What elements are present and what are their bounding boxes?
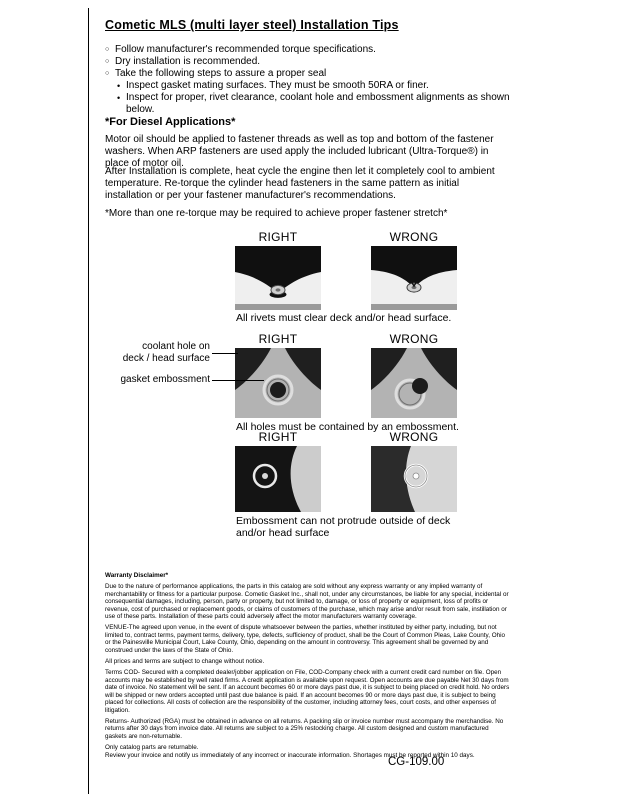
legal-paragraph: Only catalog parts are returnable.: [105, 744, 199, 752]
hole-embossment-right-image: [235, 348, 321, 418]
coolant-hole-label-line1: coolant hole on: [142, 341, 210, 352]
right-label: RIGHT: [258, 430, 298, 444]
wrong-label: WRONG: [389, 332, 439, 346]
open-bullet-icon: ○: [105, 46, 110, 53]
wrong-label: WRONG: [389, 230, 439, 244]
catalog-page-code: CG-109.00: [388, 756, 445, 768]
embossment-caption: Embossment can not protrude outside of deck and/or head surface: [236, 515, 451, 539]
installation-tips-list: [105, 44, 525, 116]
diesel-paragraph-2: After Installation is complete, heat cycle the engine then let it completely cool to ambient temperature. Re-torque the cylinder head fasteners in the same pattern as initial installation or per your fastener manufacturer's recommendations.: [105, 166, 495, 201]
embossment-protrusion-right-image: [235, 446, 321, 512]
page-left-border: [88, 8, 89, 794]
rivet-clearance-right-image: [235, 246, 321, 310]
wrong-label: WRONG: [389, 430, 439, 444]
legal-paragraph: Returns- Authorized (RGA) must be obtained in advance on all returns. A packing slip or invoice number must accompany the merchandise. No returns after 30 days from invoice date. All returns are subject to a 25% restocking charge. All custom designed and custom manufactured gaskets are non-returnable.: [105, 717, 504, 740]
embossment-label-leader-line: [212, 380, 264, 381]
open-bullet-icon: ○: [105, 70, 110, 77]
retorque-note: *More than one re-torque may be required to achieve proper fastener stretch*: [105, 208, 448, 219]
gasket-embossment-label: gasket embossment: [120, 374, 210, 385]
legal-paragraph: VENUE-The agreed upon venue, in the event of dispute whatsoever between the parties, whether instituted by either party, including, but not limited to, contract terms, payment terms, delivery, type, defects, sufficiency of product, shall be the Court of Common Pleas, Lake County, Ohio or the Painesville Municipal Court, Lake County, Ohio, depending on the amount in controversy. This agreement shall be governed by and construed under the laws of the State of Ohio.: [105, 624, 506, 654]
list-item: [117, 92, 525, 116]
coolant-label-leader-line: [212, 353, 238, 354]
coolant-hole-label-line2: deck / head surface: [122, 352, 210, 364]
legal-paragraph: Due to the nature of performance applications, the parts in this catalog are sold without any express warranty or any implied warranty of merchantability or fitness for a particular purpose. Cometic Gasket Inc., shall not, under any circumstances, be liable for any special, incidental or consequential damages, including, person, party or property, but not limited to, damage, or loss of property or equipment, loss of profits or revenue, cost of purchased or replacement goods, or claims of customers of the purchase, which may arise and/or result from sale, instillation or use of these parts. Installation of these parts could adversely affect the motor manufacturers warranty coverage.: [105, 583, 509, 621]
right-label: RIGHT: [258, 230, 298, 244]
legal-paragraph: Review your invoice and notify us immediately of any incorrect or inaccurate information. Shortages must be reported within 10 days.: [105, 751, 475, 759]
filled-bullet-icon: •: [117, 93, 121, 103]
holes-caption: All holes must be contained by an embossment.: [236, 421, 459, 433]
page-title: Cometic MLS (multi layer steel) Installation Tips: [105, 18, 399, 32]
list-item: [105, 68, 525, 80]
list-item: [105, 44, 525, 56]
diagram-right-column: [235, 430, 321, 512]
diesel-paragraph-1: Motor oil should be applied to fastener threads as well as top and bottom of the fastener washers. When ARP fasteners are used apply the included lubricant (Ultra-Torque®) in place of motor oil.: [105, 134, 494, 169]
filled-bullet-icon: •: [117, 81, 121, 91]
list-item: [105, 56, 525, 68]
list-item-text: Follow manufacturer's recommended torque specifications.: [115, 44, 376, 55]
list-item-text: Dry installation is recommended.: [115, 56, 261, 67]
diagram-row-rivets: [235, 230, 457, 310]
open-bullet-icon: ○: [105, 58, 110, 65]
legal-paragraph: All prices and terms are subject to change without notice.: [105, 658, 265, 666]
diagram-wrong-column: [371, 230, 457, 310]
diagram-wrong-column: [371, 332, 457, 418]
rivet-clearance-wrong-image: [371, 246, 457, 310]
embossment-protrusion-wrong-image: [371, 446, 457, 512]
diagram-right-column: [235, 332, 321, 418]
diagram-right-column: [235, 230, 321, 310]
diagram-row-embossment: [235, 430, 457, 512]
rivets-caption: All rivets must clear deck and/or head surface.: [236, 312, 452, 324]
legal-section: [105, 572, 512, 763]
right-label: RIGHT: [258, 332, 298, 346]
list-item-text: Take the following steps to assure a proper seal: [115, 68, 327, 79]
legal-paragraph: Terms COD- Secured with a completed dealer/jobber application on File, COD-Company check with a current credit card number on file. Open accounts may be established by well rated firms. A credit application is available upon request. Open accounts are due payable Net 30 days from date of invoice. No statement will be sent. If an account becomes 60 or more days past due, it is subject to being placed on credit hold. No orders will be shipped or new orders accepted until past due balance is paid. If an account becomes 90 or more days past due, it is subject to being placed for collections. All costs of collection are the responsibility of the customer, including attorney fees, court costs, and other expenses of litigation.: [105, 669, 510, 714]
diagram-row-holes: [235, 332, 457, 418]
list-item-text: Inspect gasket mating surfaces. They must be smooth 50RA or finer.: [126, 80, 429, 91]
coolant-hole-label: [118, 341, 210, 364]
hole-embossment-wrong-image: [371, 348, 457, 418]
diagram-wrong-column: [371, 430, 457, 512]
diesel-applications-heading: *For Diesel Applications*: [105, 116, 236, 128]
warranty-disclaimer-heading: Warranty Disclaimer*: [105, 572, 169, 579]
list-item-text: Inspect for proper, rivet clearance, coolant hole and embossment alignments as shown below.: [126, 92, 510, 115]
list-item: [117, 80, 525, 92]
